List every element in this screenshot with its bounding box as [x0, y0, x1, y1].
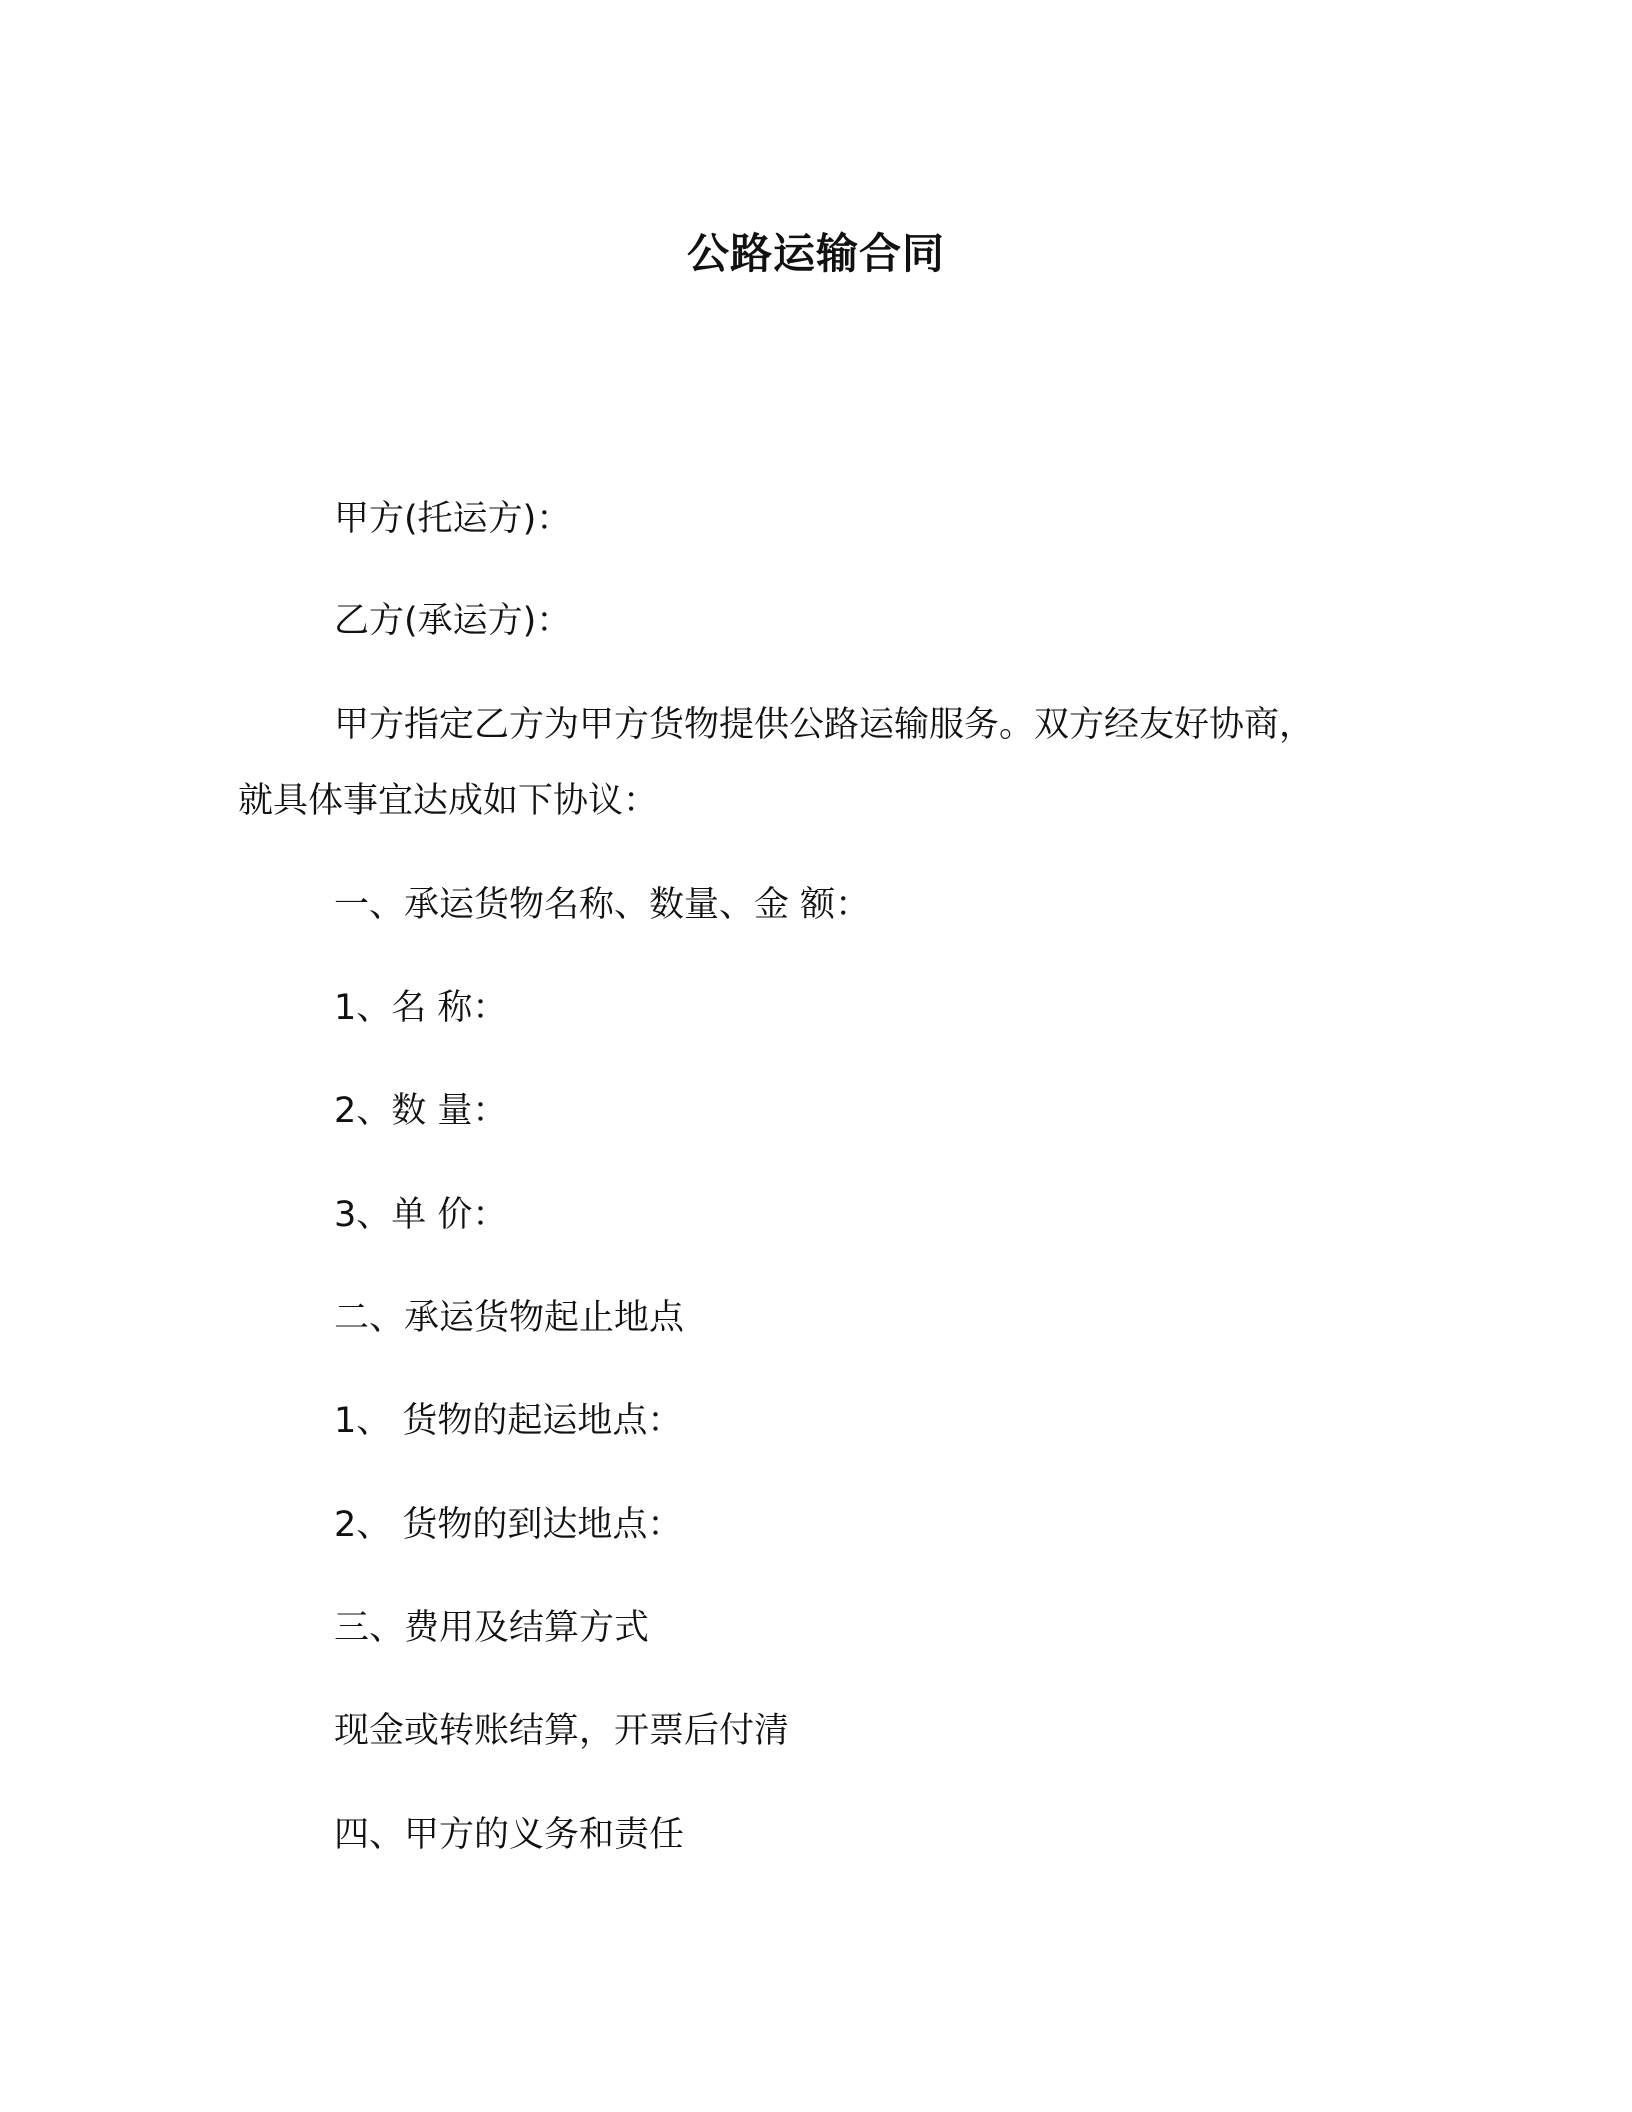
- party-b-line: 乙方(承运方)：: [334, 601, 572, 641]
- intro-paragraph-line-2: 就具体事宜达成如下协议：: [238, 781, 659, 821]
- section-3-heading: 三、费用及结算方式: [334, 1608, 650, 1648]
- origin-location-line: 1、 货物的起运地点：: [334, 1401, 683, 1441]
- document-title: 公路运输合同: [686, 229, 945, 278]
- party-a-line: 甲方(托运方)：: [334, 499, 572, 539]
- section-1-heading: 一、承运货物名称、数量、金 额：: [334, 885, 871, 925]
- payment-method-line: 现金或转账结算，开票后付清: [334, 1711, 790, 1751]
- intro-paragraph-line-1: 甲方指定乙方为甲方货物提供公路运输服务。双方经友好协商，: [334, 705, 1315, 745]
- item-unit-price-line: 3、单 价：: [334, 1195, 508, 1235]
- item-quantity-line: 2、数 量：: [334, 1091, 508, 1131]
- section-2-heading: 二、承运货物起止地点: [334, 1298, 685, 1338]
- item-name-line: 1、名 称：: [334, 988, 508, 1028]
- section-4-heading: 四、甲方的义务和责任: [334, 1815, 685, 1855]
- destination-location-line: 2、 货物的到达地点：: [334, 1505, 683, 1545]
